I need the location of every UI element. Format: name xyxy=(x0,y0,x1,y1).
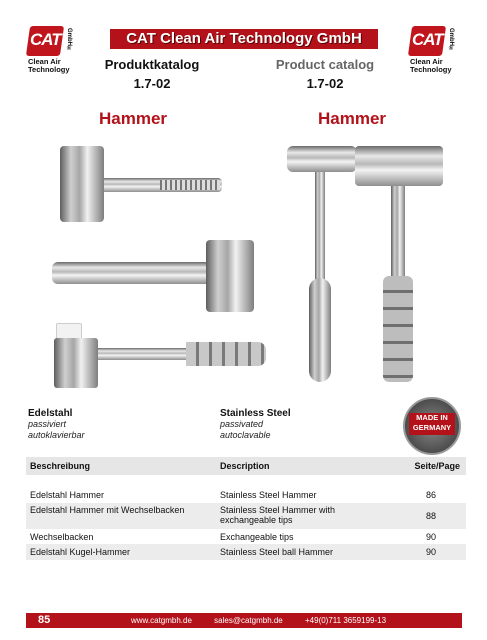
section-title-de: Hammer xyxy=(99,109,168,128)
catalog-label-en: Product catalog 1.7-02 xyxy=(275,57,375,91)
logo-subtitle: Clean Air Technology xyxy=(410,57,452,74)
email-link[interactable]: sales@catgmbh.de xyxy=(214,616,283,625)
catalog-label-de: Produktkatalog 1.7-02 xyxy=(104,57,200,91)
hammer-handle xyxy=(98,348,186,360)
table-row: Edelstahl Hammer Stainless Steel Hammer 86 xyxy=(30,490,437,500)
hammer-handle xyxy=(52,262,208,284)
hammer-handle xyxy=(309,278,331,382)
header-page: Seite/Page xyxy=(414,461,460,471)
logo-brand: CAT xyxy=(30,30,61,49)
website-link[interactable]: www.catgmbh.de xyxy=(131,616,192,625)
table-row: Edelstahl Kugel-Hammer Stainless Steel ball Hammer 90 xyxy=(26,544,466,560)
logo-subtitle: Clean Air Technology xyxy=(28,57,70,74)
hammer-head xyxy=(54,338,98,388)
company-logo-left xyxy=(28,26,70,74)
hammer-head xyxy=(206,240,254,312)
hammer-head xyxy=(355,146,443,186)
material-info-en: Stainless Steel passivated autoclavable xyxy=(220,408,291,440)
grooved-grip xyxy=(383,276,413,382)
footer-bar xyxy=(26,613,462,628)
logo-suffix: GmbH® xyxy=(66,28,72,52)
logo-brand: CAT xyxy=(412,30,443,49)
material-info-de: Edelstahl passiviert autoklavierbar xyxy=(28,408,85,440)
table-row: Edelstahl Hammer mit Wechselbacken Stainless Steel Hammer with exchangeable tips 88 xyxy=(26,503,466,529)
logo-suffix: GmbH® xyxy=(448,28,454,52)
hammer-neck xyxy=(391,186,405,278)
phone-number: +49(0)711 3659199-13 xyxy=(305,616,387,625)
section-title-en: Hammer xyxy=(318,109,387,128)
company-logo-right xyxy=(410,26,452,74)
header-description-en: Description xyxy=(220,461,270,471)
knurled-grip xyxy=(160,180,220,190)
grooved-grip xyxy=(186,342,266,366)
made-in-germany-badge: MADE IN GERMANY xyxy=(403,397,461,455)
hammer-head xyxy=(287,146,357,172)
table-header xyxy=(26,457,466,475)
hammer-neck xyxy=(315,172,325,280)
hammer-image-right xyxy=(285,140,450,390)
header-title-bar: CAT Clean Air Technology GmbH xyxy=(110,29,378,49)
table-row: Wechselbacken Exchangeable tips 90 xyxy=(30,532,437,542)
hammer-head xyxy=(60,146,104,222)
header-description-de: Beschreibung xyxy=(30,461,91,471)
page-number: 85 xyxy=(38,614,51,626)
hammer-image-left xyxy=(40,140,275,390)
